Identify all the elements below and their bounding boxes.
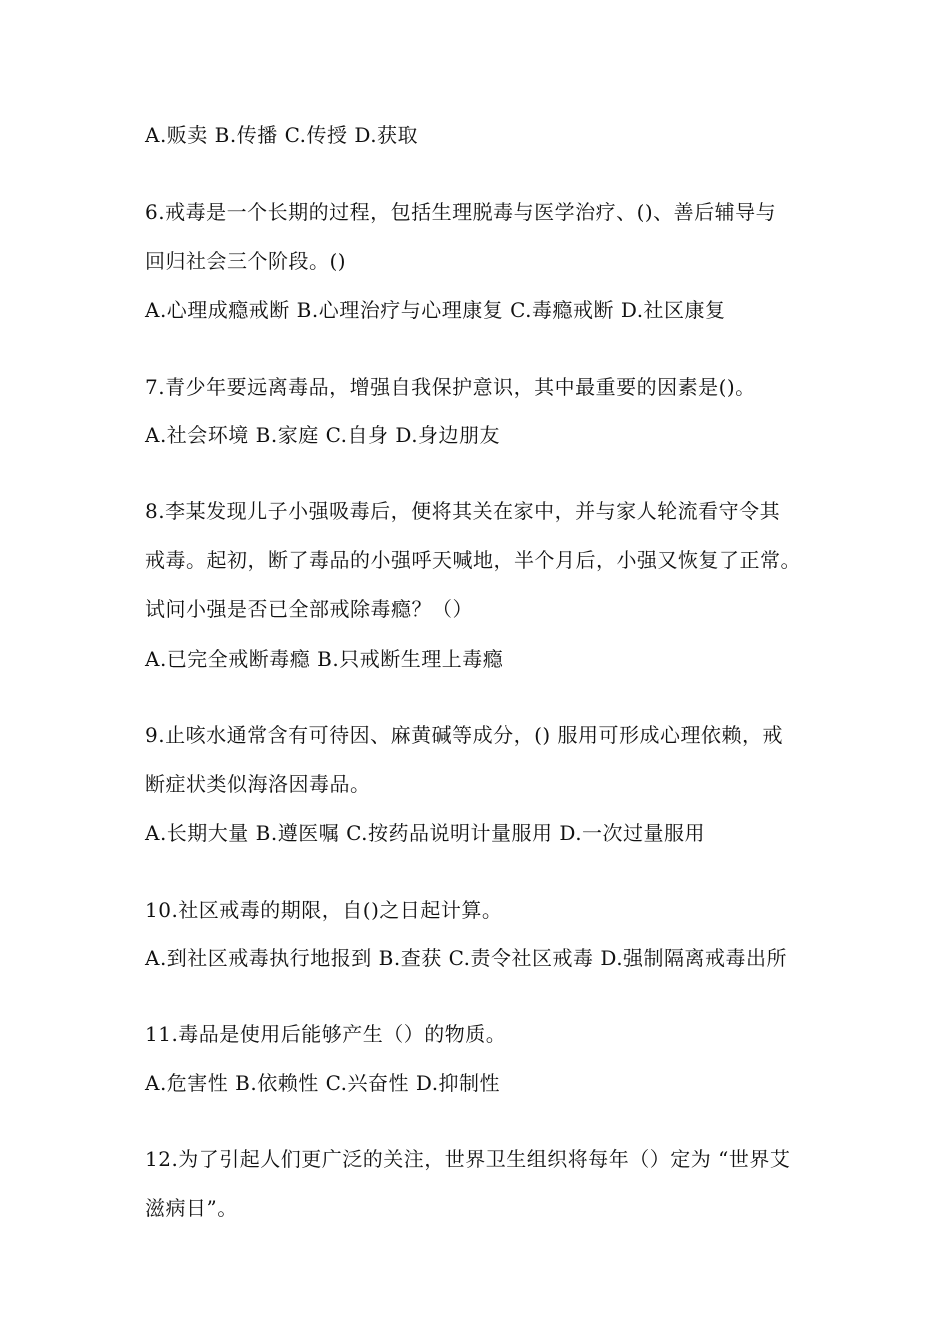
q7-text: 7.青少年要远离毒品，增强自我保护意识，其中最重要的因素是()。 [145, 375, 756, 399]
q6-text-line-2: 回归社会三个阶段。() [145, 249, 347, 273]
q9-text-line-2: 断症状类似海洛因毒品。 [145, 772, 371, 796]
q11-text: 11.毒品是使用后能够产生（）的物质。 [145, 1022, 507, 1046]
q10-text: 10.社区戒毒的期限，自()之日起计算。 [145, 898, 503, 922]
q8-options: A.已完全戒断毒瘾 B.只戒断生理上毒瘾 [145, 647, 504, 671]
q12-text-line-2: 滋病日”。 [145, 1196, 238, 1220]
q10-options: A.到社区戒毒执行地报到 B.查获 C.责令社区戒毒 D.强制隔离戒毒出所 [145, 946, 788, 970]
q5-options: A.贩卖 B.传播 C.传授 D.获取 [145, 123, 419, 147]
q6-options: A.心理成瘾戒断 B.心理治疗与心理康复 C.毒瘾戒断 D.社区康复 [145, 298, 726, 322]
q12-text-line-1: 12.为了引起人们更广泛的关注，世界卫生组织将每年（）定为 “世界艾 [145, 1147, 791, 1171]
q7-options: A.社会环境 B.家庭 C.自身 D.身边朋友 [145, 423, 501, 447]
q6-text-line-1: 6.戒毒是一个长期的过程，包括生理脱毒与医学治疗、()、善后辅导与 [145, 200, 777, 224]
q8-text-line-2: 戒毒。起初，断了毒品的小强呼天喊地，半个月后，小强又恢复了正常。 [145, 548, 801, 572]
q8-text-line-3: 试问小强是否已全部戒除毒瘾？（） [145, 597, 473, 621]
q11-options: A.危害性 B.依赖性 C.兴奋性 D.抑制性 [145, 1071, 501, 1095]
q9-text-line-1: 9.止咳水通常含有可待因、麻黄碱等成分，() 服用可形成心理依赖，戒 [145, 723, 784, 747]
q8-text-line-1: 8.李某发现儿子小强吸毒后，便将其关在家中，并与家人轮流看守令其 [145, 499, 781, 523]
q9-options: A.长期大量 B.遵医嘱 C.按药品说明计量服用 D.一次过量服用 [145, 821, 706, 845]
